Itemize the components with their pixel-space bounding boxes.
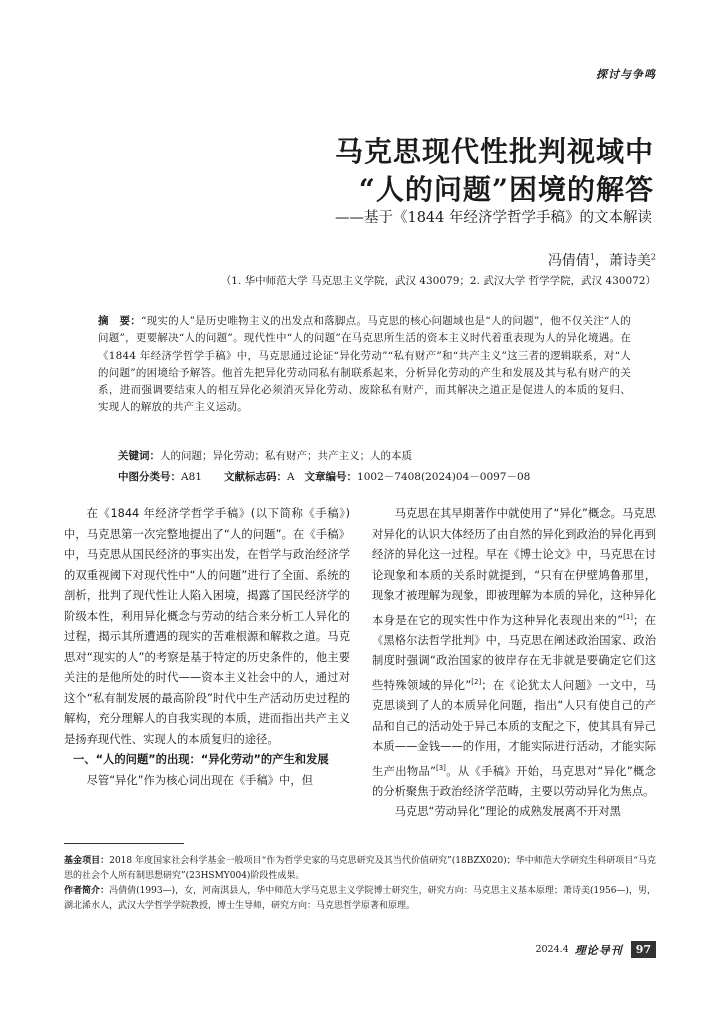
body-text: ；在《论犹太人问题》一文中，马克思谈到了人的本质异化问题，指出“人只有使自己的产品和自己的活动处于异己本质的支配之下，使其具有异己本质——金钱——的作用，才能实际进行活动，才能实际生产出物品” <box>372 678 656 778</box>
body-paragraph: 马克思“劳动异化”理论的成熟发展离不开对黑 <box>394 805 621 819</box>
citation-ref[interactable]: [2] <box>471 677 482 686</box>
body-paragraph: 在《1844 年经济学哲学手稿》(以下简称《手稿》)中，马克思第一次完整地提出了“人的问题”。在《手稿》中，马克思从国民经济的事实出发，在哲学与政治经济学的双重视阈下对现代性中“人的问题”进行了全面、系统的剖析，批判了现代性让人陷入困境，揭露了国民经济学的阶级本性，利用异化概念与劳动的结合来分析工人异化的过程，揭示其所遭遇的现实的苦难根源和解救之道。马克思对“现实的人”的考察是基于特定的历史条件的，他主要关注的是他所处的时代——资本主义社会中的人，通过对这个“私有制发展的最高阶段”时代中生产活动历史过程的解构，充分理解人的自我实现的本质，进而指出共产主义是扬弃现代性、实现人的本质复归的途径。 <box>64 507 350 746</box>
keywords <box>118 448 638 463</box>
keywords-label: 关键词： <box>118 450 160 462</box>
body-paragraph: 尽管“异化”作为核心词出现在《手稿》中，但 <box>86 773 313 787</box>
clc-label: 中图分类号： <box>118 471 181 483</box>
body-paragraph <box>372 504 656 802</box>
article-subtitle: ——基于《1844 年经济学哲学手稿》的文本解读 <box>334 210 652 226</box>
article-number-value: 1002－7408(2024)04－0097－08 <box>357 471 531 483</box>
citation-ref[interactable]: [1] <box>623 612 634 621</box>
author-separator: ， <box>594 253 609 269</box>
abstract-text: “现实的人”是历史唯物主义的出发点和落脚点。马克思的核心问题域也是“人的问题”，他不仅关注“人的问题”，更要解决“人的问题”。现代性中“人的问题”在马克思所生活的资本主义时代着重表现为人的异化境遇。在《1844 年经济学哲学手稿》中，马克思通过论证“异化劳动”“私有财产”和“共产主义”这三者的逻辑联系，对“人的问题”的困境给予解答。他首先把异化劳动同私有制联系起来，分析异化劳动的产生和发展及其与私有财产的关系，进而强调要结束人的相互异化必须消灭异化劳动、废除私有财产，而其解决之道正是促进人的本质的复归、实现人的解放的共产主义运动。 <box>98 315 631 414</box>
fund-note <box>64 854 656 884</box>
journal-name: 理论导刊 <box>574 943 623 957</box>
citation-ref[interactable]: [3] <box>436 763 446 772</box>
body-text: 。从《手稿》开始，马克思对“异化”概念的分析聚焦于政治经济学范畴，主要以劳动异化为焦点。 <box>372 764 656 798</box>
page-number: 97 <box>631 941 656 958</box>
article-number-label: 文章编号： <box>304 471 358 483</box>
article-title-line-1: 马克思现代性批判视域中 <box>334 135 654 168</box>
doc-code-value: A <box>286 471 295 483</box>
clc-value: A81 <box>181 471 202 483</box>
keywords-text: 人的问题；异化劳动；私有财产；共产主义；人的本质 <box>160 450 412 462</box>
author-bio-note <box>64 884 656 914</box>
fund-text: 2018 年度国家社会科学基金一般项目“作为哲学史家的马克思研究及其当代价值研究”(18BZX020)；华中师范大学研究生科研项目“马克思的社会个人所有制思想研究”(23HSMY004)阶段性成果。 <box>64 856 656 881</box>
body-text: 马克思在其早期著作中就使用了“异化”概念。马克思对异化的认识大体经历了由自然的异化到政治的异化再到经济的异化这一过程。早在《博士论文》中，马克思在讨论现象和本质的关系时就提到，“只有在伊壁鸠鲁那里，现象才被理解为现象，即被理解为本质的异化，这种异化本身是在它的现实性中作为这种异化表现出来的” <box>372 507 656 627</box>
classification-line <box>118 469 530 484</box>
issue-number: 2024.4 <box>535 944 569 955</box>
body-text: ；在《黑格尔法哲学批判》中，马克思在阐述政治国家、政治制度时强调“政治国家的彼岸存在无非就是要确定它们这些特殊领域的异化” <box>372 613 656 692</box>
section-heading: 一、“人的问题”的出现：“异化劳动”的产生和发展 <box>73 753 329 766</box>
author-bio-label: 作者简介： <box>64 886 110 896</box>
body-column-right <box>372 504 656 823</box>
footnote-divider <box>64 843 184 844</box>
doc-code-label: 文献标志码： <box>223 471 287 483</box>
page-footer <box>535 941 656 958</box>
abstract-label: 摘 要： <box>98 315 141 327</box>
author-line <box>548 250 656 270</box>
author-bio-text: 冯倩倩(1993—)，女，河南淇县人，华中师范大学马克思主义学院博士研究生，研究方向：马克思主义基本原理；萧诗美(1956—)，男，湖北浠水人，武汉大学哲学学院教授，博士生导师，研究方向：马克思哲学原著和原理。 <box>64 886 656 911</box>
author-mark: 2 <box>650 252 656 262</box>
article-title-line-2: “人的问题”困境的解答 <box>358 173 654 206</box>
abstract <box>98 313 631 417</box>
author-name: 冯倩倩 <box>547 253 590 269</box>
fund-label: 基金项目： <box>64 856 110 866</box>
section-tag: 探讨与争鸣 <box>596 68 656 81</box>
author-affiliations: （1. 华中师范大学 马克思主义学院，武汉 430079；2. 武汉大学 哲学学院，武汉 430072） <box>220 275 656 287</box>
author-name: 萧诗美 <box>608 253 651 269</box>
author-mark: 1 <box>589 252 595 262</box>
body-column-left <box>64 504 350 791</box>
footnotes <box>64 854 656 914</box>
